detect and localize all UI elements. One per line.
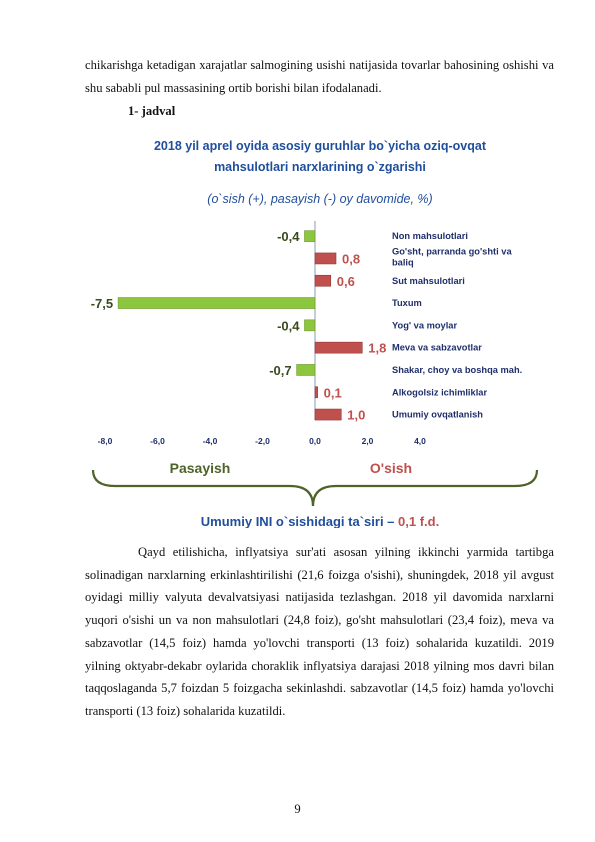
chart-footer [201,514,439,528]
category-label-7: Alkogolsiz ichimliklar [392,387,488,398]
body-paragraph: Qayd etilishicha, inflyatsiya sur'ati asosan yilning ikkinchi yarmida tartibga solinadigan narxlarning erkinlashtirilishi (21,6 foizga o'sishi), shuningdek, 2018 yil avgust oyidagi milliy valyuta devalvatsiyasi natijasida tezlashgan. 2018 yil davomida narxlarni yuqori o'sishi un va non mahsulotlari (24,8 foiz), go'sht mahsulotlari (23,4 foiz), meva va sabzavotlar (14,5 foiz) hamda yo'lovchi transporti (13 foiz) sohalarida kuzatildi. 2019 yilning oktyabr-dekabr oylarida choraklik inflyatsiya darajasi 2018 yilning mos davri bilan taqqoslaganda 5,7 foizdan 5 foizgacha sekinlashdi. sabzavotlar (14,5 foiz) hamda yo'lovchi transporti (13 foiz) sohalarida kuzatildi. [85,545,554,718]
category-label-5: Meva va sabzavotlar [392,342,482,353]
bar-value-label-0: -0,4 [277,229,300,245]
bar-1 [315,253,336,264]
x-tick-label-4: 0,0 [309,436,321,446]
category-label-6: Shakar, choy va boshqa mah. [392,364,523,375]
bar-6 [297,364,315,375]
chart-title-line1: 2018 yil aprel oyida asosiy guruhlar bo`yicha oziq-ovqat [153,139,487,153]
category-label-4: Yog' va moylar [392,320,458,331]
intro-paragraph: chikarishga ketadigan xarajatlar salmogining usishi natijasida tovarlar bahosining oshishi va shu sababli pul massasining ortib borishi bilan ifodalanadi. [85,58,554,95]
bar-5 [315,342,362,353]
bar-0 [305,231,316,242]
chart-title-line2: mahsulotlari narxlarining o`zgarishi [214,160,426,174]
increase-label: O'sish [369,460,413,476]
bar-value-labels [91,229,387,422]
decrease-label: Pasayish [169,460,231,476]
bar-value-label-3: -7,5 [90,296,114,312]
x-tick-label-5: 2,0 [361,436,374,446]
chart-subtitle: (o`sish (+), pasayish (-) oy davomide, %) [207,192,433,206]
table-label: 1- jadval [128,104,176,118]
category-label-0: Non mahsulotlari [392,231,468,242]
bar-value-label-8: 1,0 [347,407,366,423]
bar-value-label-6: -0,7 [269,362,292,378]
grouping-brace [93,470,537,506]
bar-value-label-5: 1,8 [368,340,387,356]
bar-value-label-1: 0,8 [342,251,361,267]
bar-8 [315,409,341,420]
bar-2 [315,275,331,286]
category-label-2: Sut mahsulotlari [392,275,465,286]
category-labels [392,231,522,419]
category-label-8: Umumiy ovqatlanish [392,409,483,420]
category-label-1-line0: Go'sht, parranda go'shti va [392,246,512,257]
x-tick-label-6: 4,0 [414,436,426,446]
bar-value-label-4: -0,4 [277,318,300,334]
x-tick-label-1: -6,0 [150,436,165,446]
bar-3 [118,298,315,309]
x-tick-label-2: -4,0 [202,436,218,446]
x-tick-label-0: -8,0 [97,436,113,446]
x-axis-ticks [98,436,427,446]
page-number: 9 [294,802,301,816]
bar-value-label-2: 0,6 [336,273,355,289]
bar-4 [305,320,316,331]
category-label-3: Tuxum [392,298,422,309]
category-label-1-line1: baliq [392,257,414,268]
bar-7 [315,387,318,398]
bar-value-label-7: 0,1 [323,385,342,401]
bar-chart [85,128,555,528]
chart-footer-value: 0,1 f.d. [398,514,440,528]
x-tick-label-3: -2,0 [255,436,270,446]
chart-footer-prefix: Umumiy INI o`sishidagi ta`siri – [200,514,399,528]
